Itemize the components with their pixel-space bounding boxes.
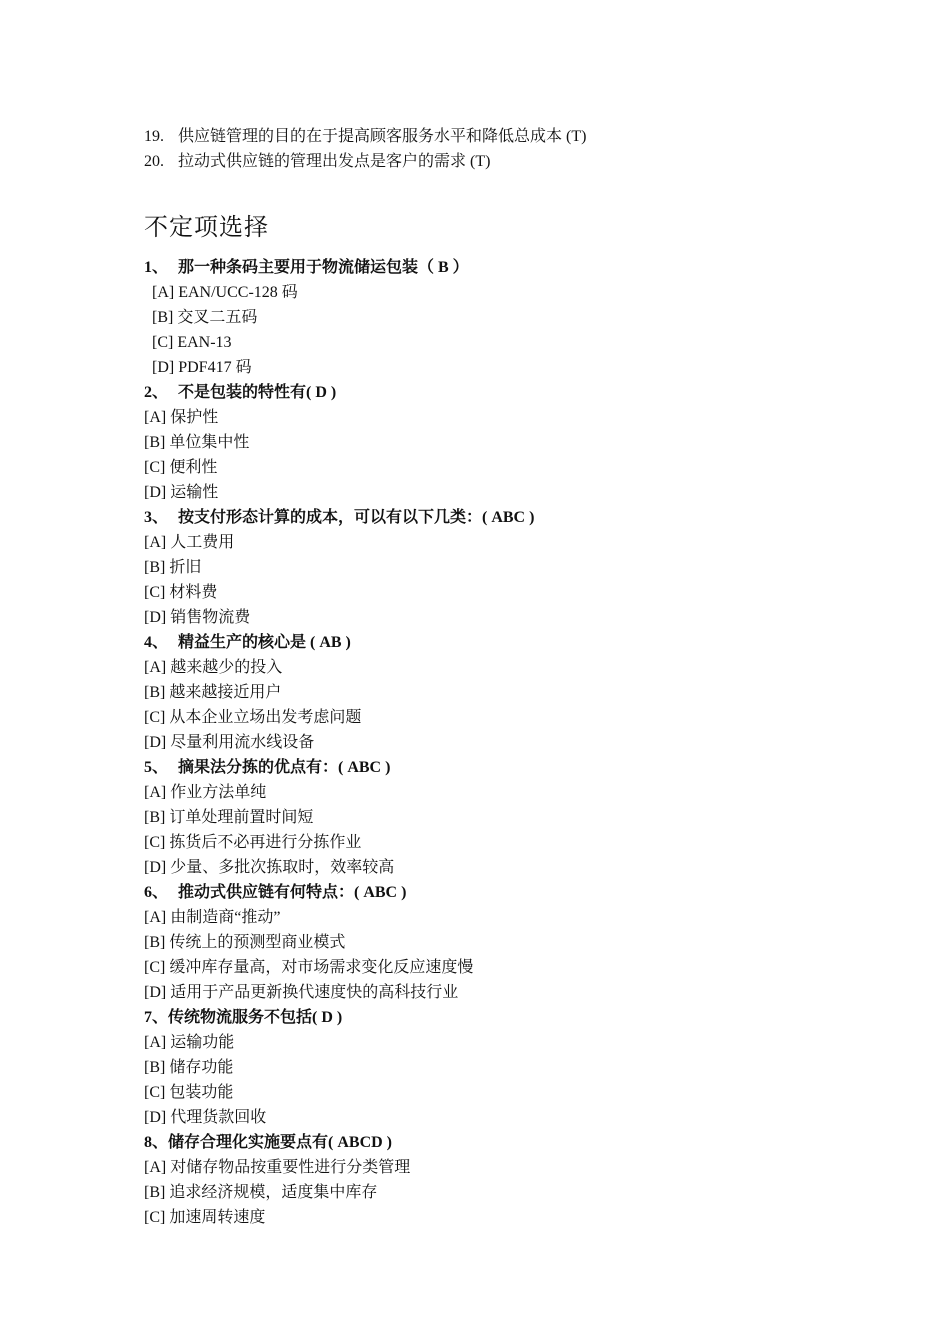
question-number: 6、 [144, 884, 169, 901]
question-number: 3、 [144, 509, 169, 526]
question-number: 2、 [144, 384, 169, 401]
option-b: [B] 交叉二五码 [152, 309, 258, 326]
option-d: [D] 尽量利用流水线设备 [144, 734, 315, 751]
option-a: [A] 越来越少的投入 [144, 659, 283, 676]
question-block [144, 505, 844, 630]
question-title [144, 380, 844, 405]
question-title [144, 880, 844, 905]
question-number: 5、 [144, 759, 169, 776]
question-text: 不是包装的特性有( D ) [178, 384, 337, 401]
item-text: 供应链管理的目的在于提高顾客服务水平和降低总成本 (T) [178, 128, 587, 145]
true-false-list [144, 124, 844, 174]
option-a: [A] 人工费用 [144, 534, 235, 551]
item-text: 拉动式供应链的管理出发点是客户的需求 (T) [178, 153, 491, 170]
question-title [144, 255, 844, 280]
option-a: [A] 由制造商“推动” [144, 909, 281, 926]
section-heading: 不定项选择 [144, 213, 269, 241]
item-number: 20. [144, 153, 164, 170]
option-a: [A] 对储存物品按重要性进行分类管理 [144, 1159, 411, 1176]
option-d: [D] PDF417 码 [152, 359, 252, 376]
option-d: [D] 少量、多批次拣取时，效率较高 [144, 859, 395, 876]
question-number: 8、 [144, 1134, 169, 1151]
option-c: [C] 加速周转速度 [144, 1209, 266, 1226]
option-c: [C] 包装功能 [144, 1084, 234, 1101]
question-text: 储存合理化实施要点有( ABCD ) [168, 1134, 393, 1151]
question-block [144, 630, 844, 755]
option-a: [A] 作业方法单纯 [144, 784, 267, 801]
list-item [144, 124, 844, 149]
option-c: [C] EAN-13 [152, 334, 232, 351]
question-block [144, 255, 844, 380]
option-d: [D] 代理货款回收 [144, 1109, 267, 1126]
option-d: [D] 销售物流费 [144, 609, 251, 626]
option-b: [B] 折旧 [144, 559, 202, 576]
question-number: 4、 [144, 634, 169, 651]
question-block [144, 1005, 844, 1130]
option-c: [C] 缓冲库存量高，对市场需求变化反应速度慢 [144, 959, 474, 976]
question-block [144, 755, 844, 880]
question-block [144, 1130, 844, 1230]
option-c: [C] 材料费 [144, 584, 218, 601]
option-b: [B] 储存功能 [144, 1059, 234, 1076]
option-a: [A] 运输功能 [144, 1034, 235, 1051]
question-list [144, 255, 844, 1230]
question-title [144, 755, 844, 780]
question-title [144, 1130, 844, 1155]
question-title [144, 1005, 844, 1030]
option-b: [B] 越来越接近用户 [144, 684, 282, 701]
question-block [144, 880, 844, 1005]
option-a: [A] 保护性 [144, 409, 219, 426]
question-text: 传统物流服务不包括( D ) [168, 1009, 343, 1026]
option-b: [B] 追求经济规模，适度集中库存 [144, 1184, 378, 1201]
question-title [144, 630, 844, 655]
option-c: [C] 从本企业立场出发考虑问题 [144, 709, 362, 726]
option-b: [B] 订单处理前置时间短 [144, 809, 314, 826]
option-b: [B] 传统上的预测型商业模式 [144, 934, 346, 951]
question-text: 按支付形态计算的成本，可以有以下几类：( ABC ) [178, 509, 535, 526]
option-c: [C] 便利性 [144, 459, 218, 476]
question-number: 7、 [144, 1009, 169, 1026]
option-b: [B] 单位集中性 [144, 434, 250, 451]
question-text: 推动式供应链有何特点：( ABC ) [178, 884, 407, 901]
question-block [144, 380, 844, 505]
option-a: [A] EAN/UCC-128 码 [152, 284, 298, 301]
list-item [144, 149, 844, 174]
question-text: 摘果法分拣的优点有：( ABC ) [178, 759, 391, 776]
question-text: 那一种条码主要用于物流储运包装（ B ） [178, 259, 469, 276]
question-text: 精益生产的核心是 ( AB ) [178, 634, 351, 651]
question-number: 1、 [144, 259, 169, 276]
option-d: [D] 运输性 [144, 484, 219, 501]
option-c: [C] 拣货后不必再进行分拣作业 [144, 834, 362, 851]
item-number: 19. [144, 128, 164, 145]
option-d: [D] 适用于产品更新换代速度快的高科技行业 [144, 984, 459, 1001]
document-page [144, 124, 844, 1230]
question-title [144, 505, 844, 530]
